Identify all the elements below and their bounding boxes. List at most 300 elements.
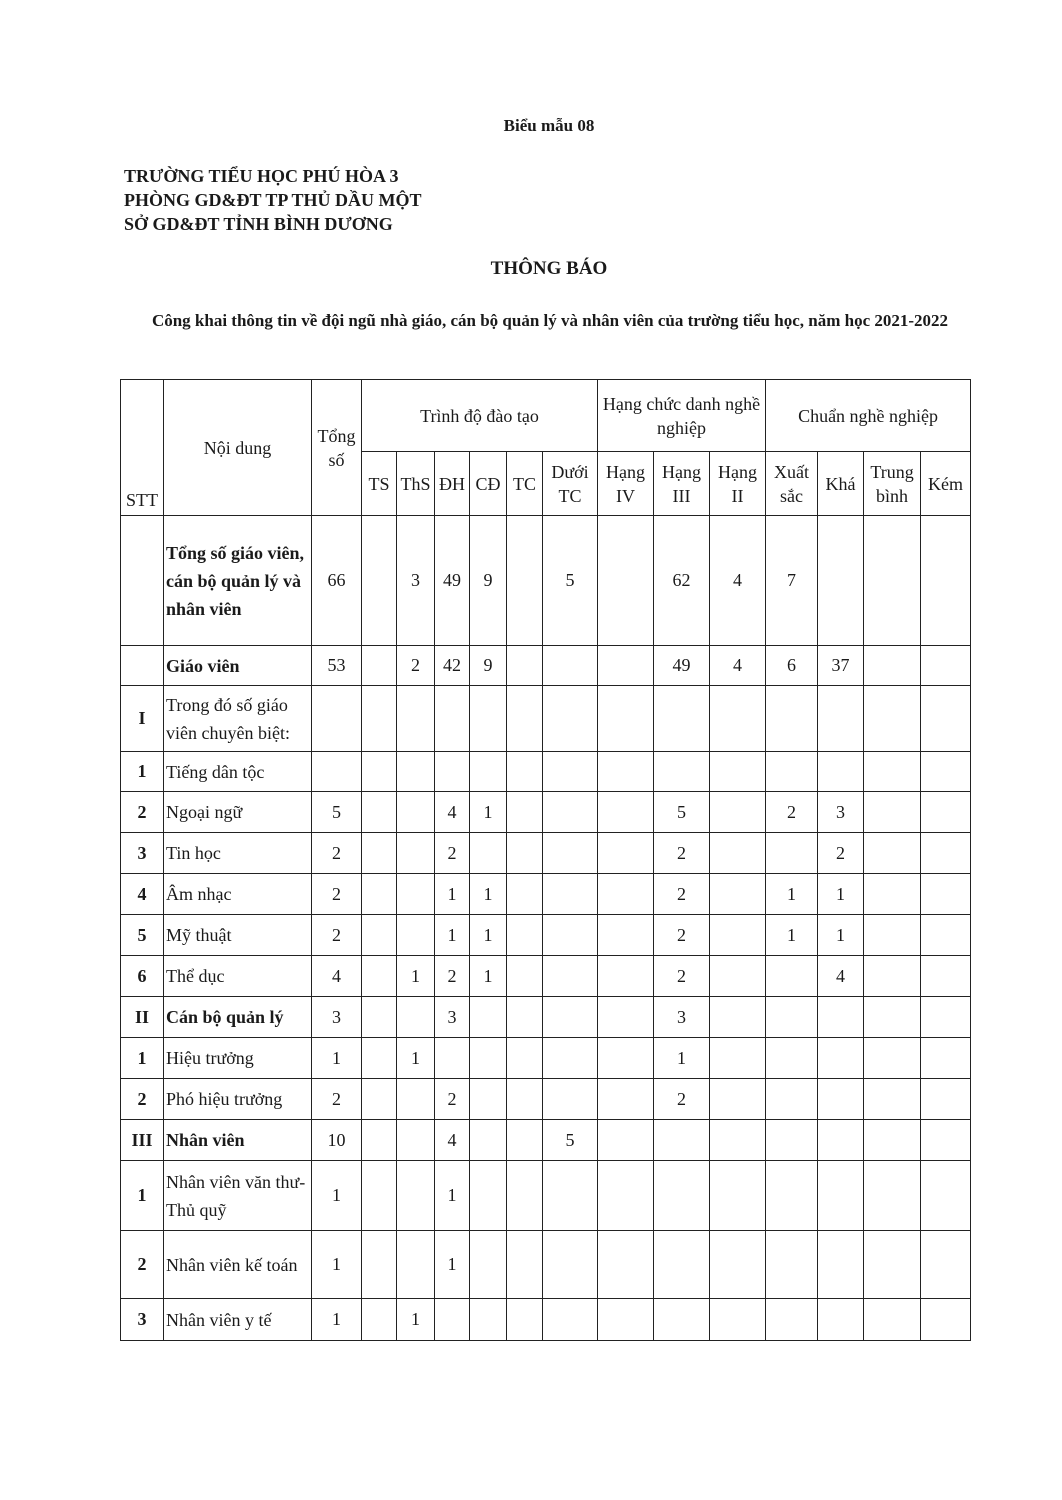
row-value	[921, 1079, 971, 1120]
row-value: 1	[435, 874, 470, 915]
row-value	[397, 915, 435, 956]
row-content: Nhân viên y tế	[164, 1299, 312, 1341]
row-value	[362, 1079, 397, 1120]
row-value: 1	[397, 1299, 435, 1341]
header-standard: Chuẩn nghề nghiệp	[766, 380, 971, 452]
row-value	[921, 915, 971, 956]
row-value	[362, 1038, 397, 1079]
row-value	[362, 1299, 397, 1341]
row-value: 2	[312, 874, 362, 915]
row-value	[864, 874, 921, 915]
row-value: 2	[654, 874, 710, 915]
row-value	[543, 956, 598, 997]
row-value	[864, 1299, 921, 1341]
row-value	[766, 997, 818, 1038]
row-value	[362, 516, 397, 646]
row-value	[710, 792, 766, 833]
row-value: 3	[654, 997, 710, 1038]
row-value: 2	[312, 915, 362, 956]
row-value: 4	[435, 1120, 470, 1161]
row-value	[710, 1161, 766, 1231]
row-value: 10	[312, 1120, 362, 1161]
row-value	[710, 686, 766, 752]
table-row	[121, 1120, 971, 1161]
row-value	[397, 833, 435, 874]
row-value	[397, 1120, 435, 1161]
row-value	[598, 1231, 654, 1299]
row-value	[864, 646, 921, 686]
row-value: 2	[435, 833, 470, 874]
row-value	[864, 833, 921, 874]
row-value: 2	[312, 833, 362, 874]
table-row	[121, 1299, 971, 1341]
row-value	[598, 997, 654, 1038]
row-value	[710, 833, 766, 874]
row-value: 1	[470, 915, 507, 956]
header-dh: ĐH	[435, 452, 470, 516]
row-value	[397, 792, 435, 833]
row-value: 1	[470, 874, 507, 915]
row-value	[362, 792, 397, 833]
row-value: 4	[435, 792, 470, 833]
row-value	[362, 1231, 397, 1299]
row-value	[818, 1299, 864, 1341]
row-value: 1	[470, 956, 507, 997]
row-value: 3	[312, 997, 362, 1038]
row-value	[598, 646, 654, 686]
row-value	[470, 1079, 507, 1120]
table-row	[121, 1038, 971, 1079]
row-value: 3	[397, 516, 435, 646]
row-value	[543, 1231, 598, 1299]
row-value: 5	[312, 792, 362, 833]
table-row	[121, 686, 971, 752]
row-value	[864, 1120, 921, 1161]
row-value: 1	[654, 1038, 710, 1079]
row-stt: 2	[121, 1079, 164, 1120]
row-value: 6	[766, 646, 818, 686]
row-value	[766, 1231, 818, 1299]
row-value: 5	[543, 516, 598, 646]
row-value	[710, 752, 766, 792]
row-value	[397, 686, 435, 752]
row-value	[654, 1120, 710, 1161]
row-value	[507, 1120, 543, 1161]
row-value	[470, 1231, 507, 1299]
row-value	[397, 1161, 435, 1231]
row-value	[766, 1038, 818, 1079]
row-stt: 3	[121, 1299, 164, 1341]
row-value	[470, 686, 507, 752]
table-row	[121, 516, 971, 646]
form-number: Biểu mẫu 08	[503, 116, 595, 135]
row-value: 2	[654, 1079, 710, 1120]
row-value	[766, 1299, 818, 1341]
row-value	[507, 1299, 543, 1341]
row-value: 5	[654, 792, 710, 833]
row-value	[543, 686, 598, 752]
row-value	[654, 1161, 710, 1231]
row-content: Hiệu trưởng	[164, 1038, 312, 1079]
row-stt: II	[121, 997, 164, 1038]
row-value	[543, 1161, 598, 1231]
row-value	[654, 1231, 710, 1299]
row-value	[397, 997, 435, 1038]
row-value	[864, 686, 921, 752]
row-value	[818, 1120, 864, 1161]
row-stt: I	[121, 686, 164, 752]
row-value: 2	[818, 833, 864, 874]
row-stt: 5	[121, 915, 164, 956]
row-value	[397, 1231, 435, 1299]
row-value	[654, 686, 710, 752]
row-value	[543, 752, 598, 792]
row-value: 66	[312, 516, 362, 646]
row-value	[921, 686, 971, 752]
row-value	[710, 1299, 766, 1341]
row-value	[864, 1231, 921, 1299]
row-value	[470, 1161, 507, 1231]
row-value	[710, 956, 766, 997]
row-value	[921, 1120, 971, 1161]
row-value	[598, 752, 654, 792]
row-value	[362, 833, 397, 874]
row-stt	[121, 516, 164, 646]
row-value	[598, 956, 654, 997]
header-ths: ThS	[397, 452, 435, 516]
row-value	[921, 997, 971, 1038]
row-value	[864, 956, 921, 997]
row-value	[312, 686, 362, 752]
row-value	[864, 915, 921, 956]
row-value	[710, 997, 766, 1038]
row-value: 2	[435, 1079, 470, 1120]
row-value	[654, 752, 710, 792]
header-rank: Hạng chức danh nghề nghiệp	[598, 380, 766, 452]
row-value	[507, 915, 543, 956]
row-stt: 6	[121, 956, 164, 997]
header-trung-binh: Trung bình	[864, 452, 921, 516]
row-value	[818, 516, 864, 646]
row-value	[507, 516, 543, 646]
row-content: Tổng số giáo viên, cán bộ quản lý và nhân viên	[164, 516, 312, 646]
row-value	[598, 833, 654, 874]
header-tc: TC	[507, 452, 543, 516]
row-stt: 3	[121, 833, 164, 874]
row-value	[921, 956, 971, 997]
row-value	[435, 1299, 470, 1341]
table-row	[121, 752, 971, 792]
header-kha: Khá	[818, 452, 864, 516]
provincial-department-name: SỞ GD&ĐT TỈNH BÌNH DƯƠNG	[124, 214, 393, 234]
row-value	[470, 997, 507, 1038]
row-value	[435, 1038, 470, 1079]
table-row	[121, 874, 971, 915]
row-content: Nhân viên	[164, 1120, 312, 1161]
row-value	[543, 1079, 598, 1120]
row-value: 4	[818, 956, 864, 997]
row-value	[470, 833, 507, 874]
row-value: 1	[766, 915, 818, 956]
row-value: 1	[397, 1038, 435, 1079]
row-value: 4	[312, 956, 362, 997]
row-value	[766, 1161, 818, 1231]
row-value	[766, 752, 818, 792]
row-value	[598, 1079, 654, 1120]
row-value	[864, 752, 921, 792]
row-content: Nhân viên văn thư- Thủ quỹ	[164, 1161, 312, 1231]
row-value	[507, 833, 543, 874]
header-hang-iv: Hạng IV	[598, 452, 654, 516]
row-value	[864, 997, 921, 1038]
row-value	[818, 752, 864, 792]
row-value: 42	[435, 646, 470, 686]
header-duoi-tc: Dưới TC	[543, 452, 598, 516]
row-value: 7	[766, 516, 818, 646]
row-value	[818, 686, 864, 752]
row-value	[507, 1161, 543, 1231]
row-value	[766, 833, 818, 874]
row-value	[507, 1038, 543, 1079]
row-value	[864, 1161, 921, 1231]
row-stt: 1	[121, 1038, 164, 1079]
organization-block	[124, 164, 422, 236]
row-value	[598, 1120, 654, 1161]
table-row	[121, 997, 971, 1038]
row-value: 3	[435, 997, 470, 1038]
row-value: 37	[818, 646, 864, 686]
table-row	[121, 915, 971, 956]
row-value: 1	[312, 1231, 362, 1299]
row-value	[921, 1038, 971, 1079]
row-value	[818, 1038, 864, 1079]
row-value: 4	[710, 516, 766, 646]
row-value: 1	[312, 1299, 362, 1341]
row-value	[864, 1079, 921, 1120]
row-content: Thể dục	[164, 956, 312, 997]
row-value: 2	[435, 956, 470, 997]
row-value	[470, 1299, 507, 1341]
row-value	[921, 1161, 971, 1231]
row-value	[598, 1299, 654, 1341]
row-value	[397, 1079, 435, 1120]
row-value	[543, 1038, 598, 1079]
row-value: 2	[397, 646, 435, 686]
row-value	[710, 1231, 766, 1299]
row-value	[470, 1120, 507, 1161]
table-row	[121, 1231, 971, 1299]
row-value	[507, 956, 543, 997]
header-cd: CĐ	[470, 452, 507, 516]
row-content: Nhân viên kế toán	[164, 1231, 312, 1299]
row-value: 1	[766, 874, 818, 915]
row-content: Tin học	[164, 833, 312, 874]
row-value	[507, 997, 543, 1038]
row-value: 1	[435, 1161, 470, 1231]
row-value	[710, 1079, 766, 1120]
row-value: 1	[435, 915, 470, 956]
row-value	[598, 792, 654, 833]
row-value	[435, 752, 470, 792]
row-value	[598, 1161, 654, 1231]
row-value	[864, 792, 921, 833]
row-value	[543, 874, 598, 915]
row-value: 53	[312, 646, 362, 686]
row-value	[818, 1231, 864, 1299]
table-row	[121, 646, 971, 686]
row-value	[543, 997, 598, 1038]
header-content: Nội dung	[164, 380, 312, 516]
row-value	[470, 1038, 507, 1079]
row-value	[921, 1231, 971, 1299]
row-value	[921, 833, 971, 874]
row-value: 4	[710, 646, 766, 686]
row-value	[507, 646, 543, 686]
row-value	[598, 1038, 654, 1079]
row-value: 2	[654, 956, 710, 997]
row-value	[362, 956, 397, 997]
row-value	[362, 646, 397, 686]
row-value	[598, 686, 654, 752]
row-value	[710, 1038, 766, 1079]
row-value	[654, 1299, 710, 1341]
row-value	[766, 1079, 818, 1120]
table-body	[121, 516, 971, 1341]
row-value	[362, 997, 397, 1038]
row-value: 9	[470, 516, 507, 646]
header-hang-iii: Hạng III	[654, 452, 710, 516]
document-subtitle: Công khai thông tin về đội ngũ nhà giáo, cán bộ quản lý và nhân viên của trường tiểu học, năm học 2021-2022	[151, 311, 949, 330]
row-value	[362, 915, 397, 956]
row-stt: 1	[121, 1161, 164, 1231]
row-value	[543, 833, 598, 874]
row-value	[921, 516, 971, 646]
row-value	[397, 752, 435, 792]
row-value	[710, 915, 766, 956]
row-content: Giáo viên	[164, 646, 312, 686]
row-value	[921, 792, 971, 833]
row-value	[543, 646, 598, 686]
row-value: 5	[543, 1120, 598, 1161]
row-value	[507, 686, 543, 752]
row-value	[543, 792, 598, 833]
row-value	[818, 1161, 864, 1231]
row-stt: 1	[121, 752, 164, 792]
row-value	[921, 646, 971, 686]
header-hang-ii: Hạng II	[710, 452, 766, 516]
row-value: 62	[654, 516, 710, 646]
row-value	[598, 516, 654, 646]
header-xuat-sac: Xuất sắc	[766, 452, 818, 516]
row-value: 2	[654, 833, 710, 874]
table-row	[121, 956, 971, 997]
row-stt: 2	[121, 792, 164, 833]
row-value	[598, 915, 654, 956]
row-value	[362, 874, 397, 915]
header-kem: Kém	[921, 452, 971, 516]
row-value	[598, 874, 654, 915]
row-value	[507, 1079, 543, 1120]
row-value	[397, 874, 435, 915]
header-total: Tổng số	[312, 380, 362, 516]
row-value	[710, 1120, 766, 1161]
row-value	[543, 915, 598, 956]
row-content: Âm nhạc	[164, 874, 312, 915]
row-value: 1	[312, 1038, 362, 1079]
row-value	[921, 752, 971, 792]
row-value: 3	[818, 792, 864, 833]
row-value	[818, 1079, 864, 1120]
table-row	[121, 833, 971, 874]
header-row-top	[121, 380, 971, 452]
row-value	[362, 1161, 397, 1231]
row-stt: III	[121, 1120, 164, 1161]
row-value	[470, 752, 507, 792]
row-value	[921, 1299, 971, 1341]
row-value	[766, 1120, 818, 1161]
row-value: 2	[654, 915, 710, 956]
row-value	[818, 997, 864, 1038]
row-value: 1	[818, 874, 864, 915]
row-stt	[121, 646, 164, 686]
row-value	[435, 686, 470, 752]
header-training: Trình độ đào tạo	[362, 380, 598, 452]
header-stt: STT	[121, 380, 164, 516]
row-content: Mỹ thuật	[164, 915, 312, 956]
row-value	[710, 874, 766, 915]
row-content: Ngoại ngữ	[164, 792, 312, 833]
row-value	[362, 686, 397, 752]
row-value: 49	[435, 516, 470, 646]
row-value	[921, 874, 971, 915]
row-value	[864, 1038, 921, 1079]
header-ts: TS	[362, 452, 397, 516]
row-value	[507, 1231, 543, 1299]
row-value: 1	[435, 1231, 470, 1299]
row-value	[312, 752, 362, 792]
row-value	[864, 516, 921, 646]
staff-table	[120, 379, 971, 1341]
row-value: 1	[397, 956, 435, 997]
row-content: Cán bộ quản lý	[164, 997, 312, 1038]
row-value	[766, 956, 818, 997]
row-value: 2	[766, 792, 818, 833]
document-title: THÔNG BÁO	[490, 258, 608, 279]
row-value	[507, 792, 543, 833]
row-value: 1	[312, 1161, 362, 1231]
row-value	[362, 1120, 397, 1161]
row-content: Phó hiệu trưởng	[164, 1079, 312, 1120]
row-stt: 4	[121, 874, 164, 915]
row-value	[362, 752, 397, 792]
row-content: Trong đó số giáo viên chuyên biệt:	[164, 686, 312, 752]
row-value: 1	[470, 792, 507, 833]
row-stt: 2	[121, 1231, 164, 1299]
school-name: TRƯỜNG TIỂU HỌC PHÚ HÒA 3	[124, 166, 399, 186]
row-value	[543, 1299, 598, 1341]
department-name: PHÒNG GD&ĐT TP THỦ DẦU MỘT	[124, 190, 422, 210]
row-value: 1	[818, 915, 864, 956]
row-value: 9	[470, 646, 507, 686]
table-row	[121, 1161, 971, 1231]
row-value	[766, 686, 818, 752]
row-content: Tiếng dân tộc	[164, 752, 312, 792]
row-value: 49	[654, 646, 710, 686]
table-row	[121, 1079, 971, 1120]
row-value	[507, 752, 543, 792]
row-value	[507, 874, 543, 915]
row-value: 2	[312, 1079, 362, 1120]
